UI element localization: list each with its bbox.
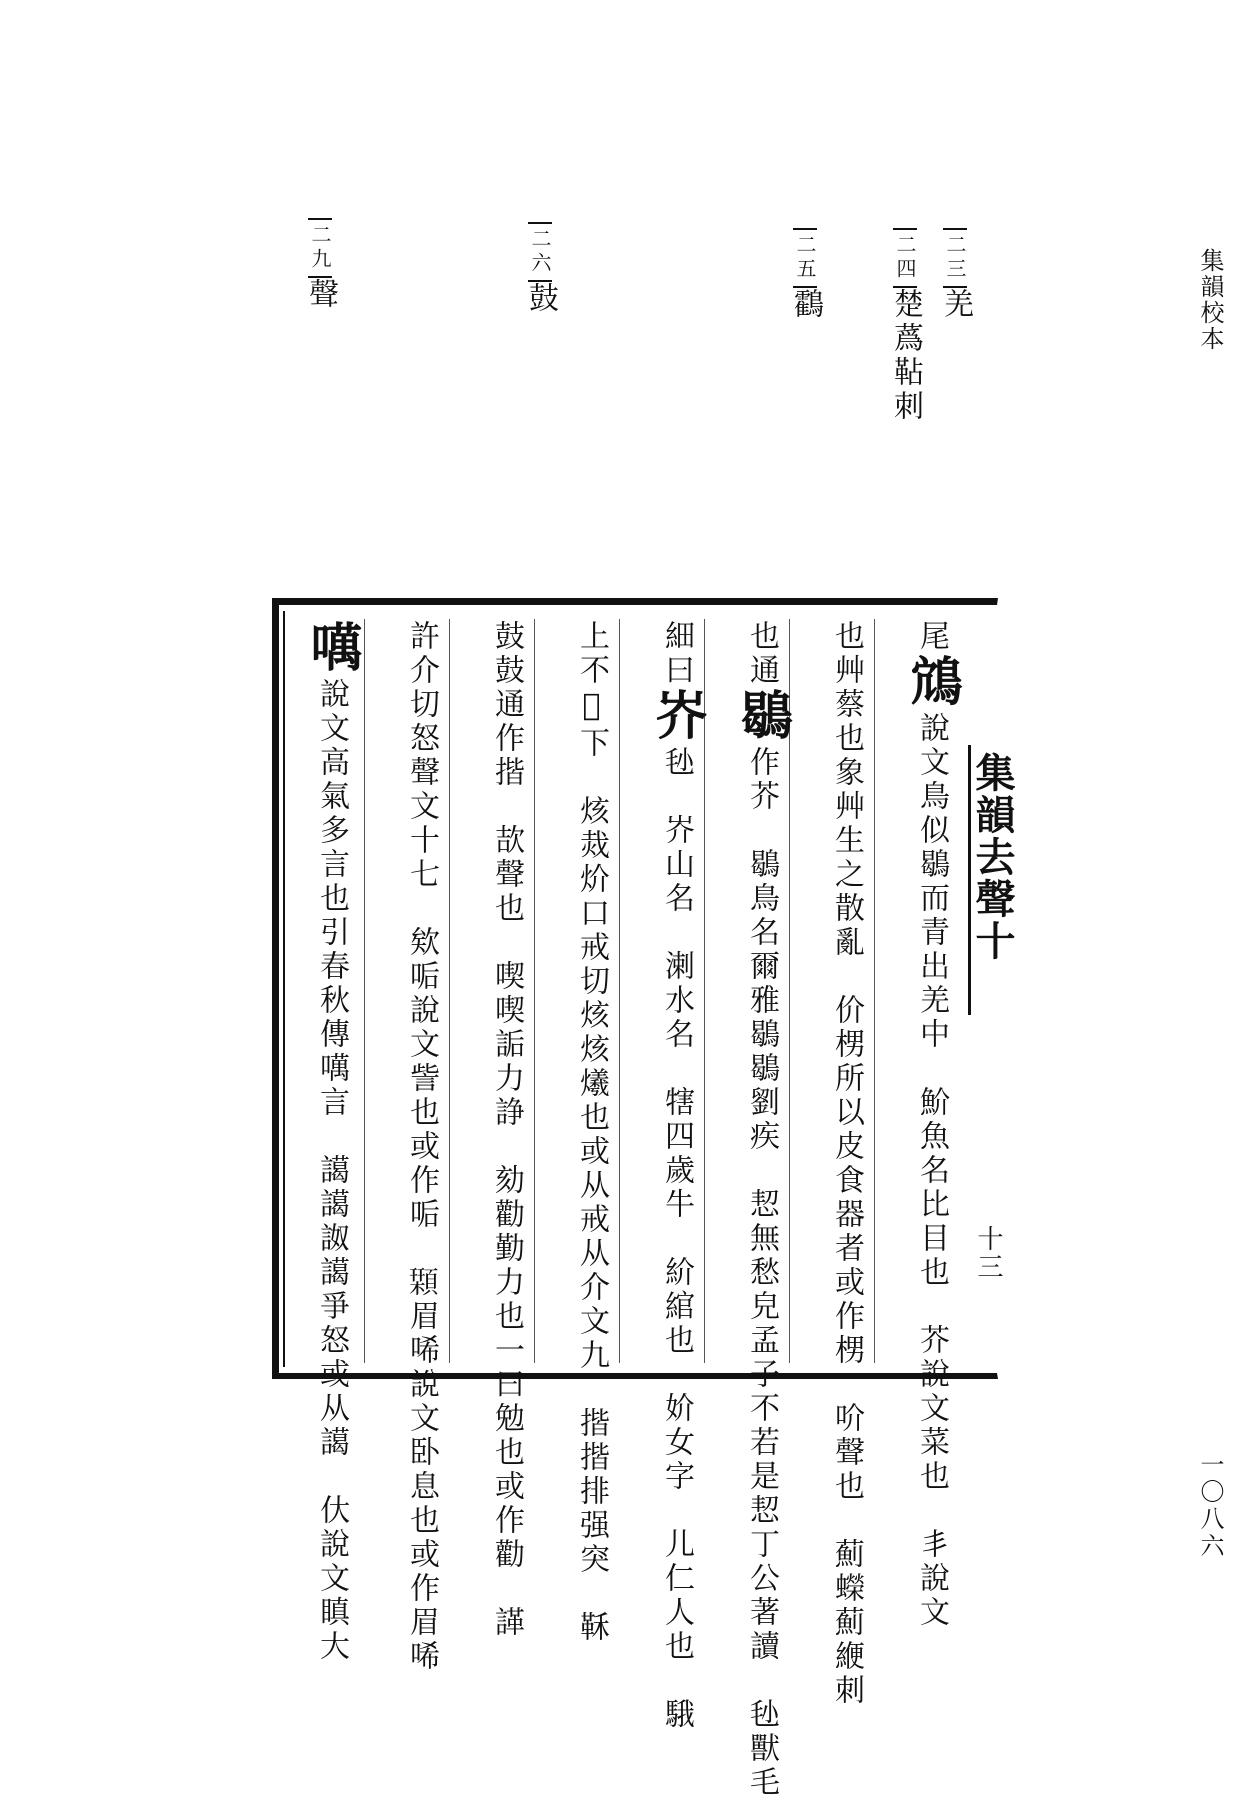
- note-text: 楚蔿䩞刺: [888, 288, 923, 424]
- text-column: [820, 620, 872, 1708]
- note-number: 二六: [528, 222, 552, 282]
- headword: 鶡: [731, 688, 792, 746]
- column-body: 毜 岕山名 溂水名 犗四歲牛 紒綰也 妎女字 儿仁人也 騀: [659, 746, 694, 1732]
- column-head: 許介切怒: [404, 620, 439, 756]
- collation-note: [788, 228, 823, 322]
- column-head: 上不: [574, 620, 609, 688]
- column-head: 也通: [744, 620, 779, 688]
- column-head: 也: [829, 620, 864, 654]
- page-number: 一〇八六: [1196, 1452, 1224, 1560]
- note-number: 二五: [793, 228, 817, 288]
- collation-note: [523, 222, 558, 316]
- note-number: 二九: [308, 218, 332, 278]
- text-column: [395, 620, 447, 1674]
- column-rule: [619, 619, 620, 1363]
- book-title: 集韻校本: [1196, 248, 1224, 352]
- headword: 鴧: [901, 654, 962, 712]
- note-text: 聲: [303, 278, 338, 312]
- banxin-title: 集韻去聲十: [969, 752, 1016, 962]
- collation-note: [303, 218, 338, 312]
- column-rule: [874, 619, 875, 1363]
- text-column: [731, 620, 792, 1800]
- text-column: [901, 620, 962, 1630]
- text-column: [301, 620, 362, 1664]
- column-body: 說文高氣多言也引春秋傳噧言 譪譪詉譪爭怒或从譪 㐲說文瞋大: [314, 678, 349, 1664]
- column-body: 𥌒下 烗烖炌口戒切烗烗爔也或从戒从介文九 揩揩排强突 鞂: [574, 688, 609, 1645]
- note-text: 鸖: [788, 288, 823, 322]
- column-body: 說文鳥似鶡而青出羌中 魪魚名比目也 芥說文菜也 丯說文: [914, 712, 949, 1630]
- column-rule: [449, 619, 450, 1363]
- column-head: 細曰: [659, 620, 694, 688]
- column-head: 鼓: [489, 620, 524, 654]
- note-number: 二三: [943, 228, 967, 288]
- headword: 噧: [301, 620, 362, 678]
- column-body: 艸蔡也象艸生之散亂 价㭷所以皮食器者或作㭷 吤聲也 薊蠑薊緶刺: [829, 654, 864, 1708]
- note-number: 二四: [893, 228, 917, 288]
- note-text: 鼓: [523, 282, 558, 316]
- collation-note: [888, 228, 923, 424]
- woodblock-frame: [272, 598, 998, 1379]
- collation-note: [938, 228, 973, 322]
- folio-number: 十三: [973, 1225, 1003, 1281]
- headword: 岕: [646, 688, 707, 746]
- note-text: 羌: [938, 288, 973, 322]
- column-body: 鼓通作揩 欯聲也 喫喫詬力諍 劾勸勤力也一曰勉也或作勸 諽: [489, 654, 524, 1640]
- text-column: [565, 620, 617, 1645]
- column-rule: [364, 619, 365, 1363]
- column-rule: [534, 619, 535, 1363]
- column-body: 作芥 鶡鳥名爾雅鶡鶡劉疾 恝無愁皃孟子不若是恝丁公著讀 毜獸毛: [744, 746, 779, 1800]
- text-column: [646, 620, 707, 1732]
- text-column: [480, 620, 532, 1640]
- column-head: 尾: [914, 620, 949, 654]
- column-body: 聲文十七 欸㖃說文訾也或作㖃 𩔛眉唏說文卧息也或作眉唏: [404, 756, 439, 1674]
